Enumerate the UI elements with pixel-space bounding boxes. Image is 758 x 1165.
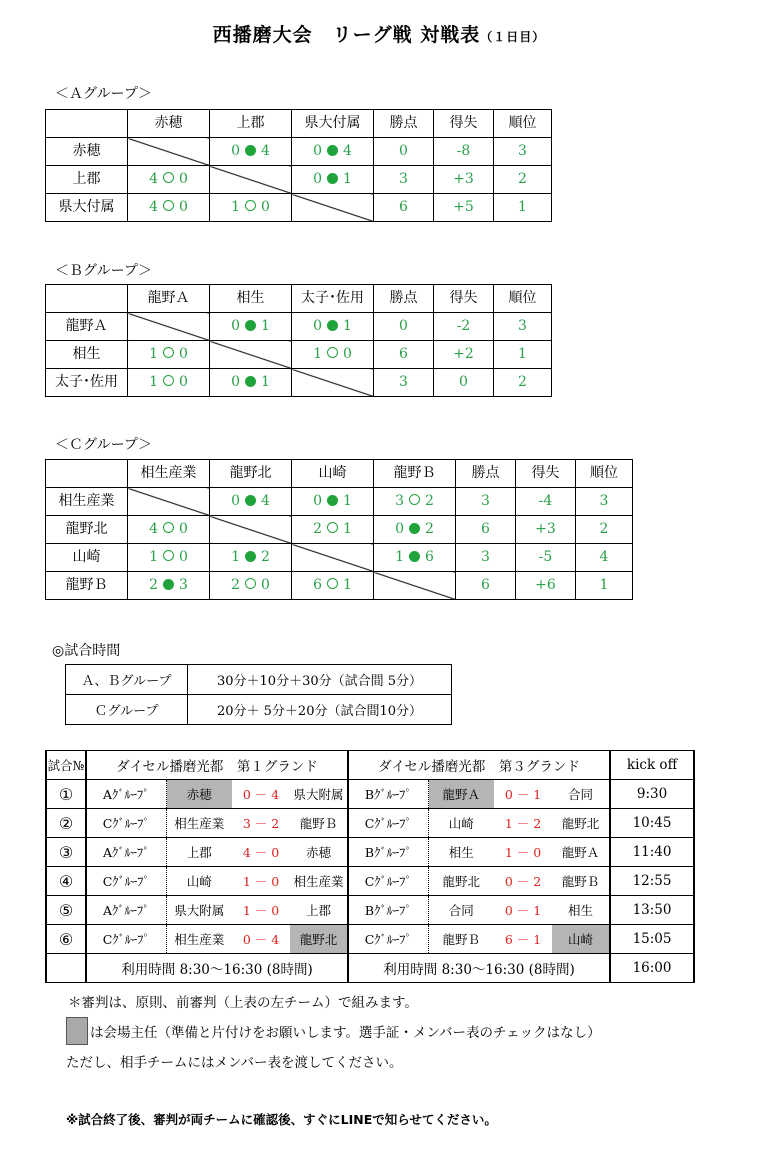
rank-cell: 2 — [494, 166, 552, 194]
group-cell: Cｸﾞﾙｰﾌﾟ — [86, 925, 166, 954]
score-right: 1 — [261, 318, 270, 334]
loss-mark-icon — [327, 145, 338, 156]
points-cell: 6 — [456, 516, 516, 544]
header-cell — [46, 285, 128, 313]
team-name: 赤穂 — [46, 138, 128, 166]
header-cell: 県大付属 — [292, 110, 374, 138]
home-team: 県大附属 — [166, 896, 232, 925]
score-right: 2 — [261, 549, 270, 565]
match-score: 4 － 0 — [232, 838, 290, 867]
diagonal-cell — [210, 341, 292, 369]
team-row — [46, 166, 552, 194]
team-name: 相生 — [46, 341, 128, 369]
away-team: 龍野Ｂ — [290, 809, 348, 838]
home-team: 赤穂 — [166, 780, 232, 809]
loss-mark-icon — [163, 579, 174, 590]
result-cell — [374, 488, 456, 516]
match-no: ③ — [46, 838, 86, 867]
score-left: 0 — [313, 143, 322, 159]
score-right: 0 — [179, 374, 188, 390]
header-cell: 勝点 — [456, 460, 516, 488]
score-right: 4 — [261, 143, 270, 159]
diff-cell: +3 — [434, 166, 494, 194]
ground1-usage: 利用時間 8:30～16:30 (8時間) — [86, 954, 348, 983]
schedule-row — [46, 809, 694, 838]
score-left: 1 — [395, 549, 404, 565]
points-cell: 6 — [456, 572, 516, 600]
team-name: 山崎 — [46, 544, 128, 572]
header-cell: 順位 — [576, 460, 633, 488]
match-score: 0 － 1 — [494, 896, 552, 925]
match-time-row — [66, 665, 452, 695]
match-score: 1 － 2 — [494, 809, 552, 838]
score-left: 1 — [149, 374, 158, 390]
header-cell: 相生産業 — [128, 460, 210, 488]
schedule-row — [46, 896, 694, 925]
final-note: ※試合終了後、審判が両チームに確認後、すぐにLINEで知らせてください。 — [66, 1112, 497, 1127]
diff-cell: -4 — [516, 488, 576, 516]
home-team: 合同 — [428, 896, 494, 925]
score-right: 0 — [179, 199, 188, 215]
ground3-header: ダイセル播磨光都 第３グランド — [348, 751, 610, 780]
group-cell: Aｸﾞﾙｰﾌﾟ — [86, 838, 166, 867]
away-team: 龍野北 — [290, 925, 348, 954]
header-cell: 勝点 — [374, 110, 434, 138]
score-left: 1 — [231, 549, 240, 565]
group-cell: Cｸﾞﾙｰﾌﾟ — [86, 809, 166, 838]
score-left: 1 — [231, 199, 240, 215]
win-mark-icon — [163, 522, 174, 533]
team-row — [46, 544, 633, 572]
points-cell: 0 — [374, 138, 434, 166]
group-cell: Aｸﾞﾙｰﾌﾟ — [86, 780, 166, 809]
win-mark-icon — [409, 494, 420, 505]
match-score: 1 － 0 — [494, 838, 552, 867]
match-time-value: 20分＋ 5分＋20分（試合間10分） — [188, 695, 452, 725]
kickoff-header: kick off — [610, 751, 694, 780]
result-cell — [374, 516, 456, 544]
loss-mark-icon — [327, 320, 338, 331]
match-no: ① — [46, 780, 86, 809]
group-cell: Bｸﾞﾙｰﾌﾟ — [348, 896, 428, 925]
diagonal-cell — [292, 544, 374, 572]
schedule-header-row — [46, 751, 694, 780]
group-cell: Cｸﾞﾙｰﾌﾟ — [348, 925, 428, 954]
points-cell: 6 — [374, 194, 434, 222]
match-score: 0 － 4 — [232, 780, 290, 809]
diagonal-cell — [128, 138, 210, 166]
header-row — [46, 110, 552, 138]
score-right: 0 — [179, 346, 188, 362]
header-cell — [46, 110, 128, 138]
header-cell: 勝点 — [374, 285, 434, 313]
score-left: 3 — [395, 493, 404, 509]
result-cell — [374, 544, 456, 572]
group-a-label: ＜Ａグループ＞ — [55, 86, 152, 102]
away-team: 相生産業 — [290, 867, 348, 896]
match-score: 3 － 2 — [232, 809, 290, 838]
points-cell: 3 — [456, 544, 516, 572]
result-cell — [292, 516, 374, 544]
away-team: 龍野Ａ — [552, 838, 610, 867]
group-cell: Cｸﾞﾙｰﾌﾟ — [348, 867, 428, 896]
points-cell: 3 — [374, 166, 434, 194]
match-no: ② — [46, 809, 86, 838]
win-mark-icon — [327, 522, 338, 533]
diff-cell: +5 — [434, 194, 494, 222]
schedule-row — [46, 838, 694, 867]
away-team: 龍野Ｂ — [552, 867, 610, 896]
kickoff-time: 11:40 — [610, 838, 694, 867]
match-no: ⑥ — [46, 925, 86, 954]
match-no-header: 試合№ — [46, 751, 86, 780]
team-row — [46, 572, 633, 600]
win-mark-icon — [163, 550, 174, 561]
team-name: 上郡 — [46, 166, 128, 194]
schedule-row — [46, 925, 694, 954]
diagonal-cell — [210, 516, 292, 544]
team-row — [46, 313, 552, 341]
points-cell: 0 — [374, 313, 434, 341]
score-left: 0 — [313, 493, 322, 509]
result-cell — [210, 194, 292, 222]
win-mark-icon — [163, 347, 174, 358]
diff-cell: +6 — [516, 572, 576, 600]
score-left: 1 — [149, 549, 158, 565]
match-time-group: Ｃグループ — [66, 695, 188, 725]
score-right: 0 — [179, 521, 188, 537]
schedule-table — [45, 750, 695, 983]
score-left: 0 — [231, 143, 240, 159]
win-mark-icon — [327, 347, 338, 358]
away-team: 龍野北 — [552, 809, 610, 838]
header-cell: 龍野Ｂ — [374, 460, 456, 488]
diff-cell: +2 — [434, 341, 494, 369]
rank-cell: 2 — [576, 516, 633, 544]
group-c-table — [45, 459, 633, 600]
header-cell: 赤穂 — [128, 110, 210, 138]
result-cell — [128, 516, 210, 544]
score-right: 1 — [343, 493, 352, 509]
legend-note: は会場主任（準備と片付けをお願いします。選手証・メンバー表のチェックはなし） — [90, 1025, 601, 1041]
header-row — [46, 460, 633, 488]
header-cell: 得失 — [516, 460, 576, 488]
match-time-value: 30分＋10分＋30分（試合間 5分） — [188, 665, 452, 695]
team-row — [46, 369, 552, 397]
score-right: 2 — [425, 521, 434, 537]
points-cell: 3 — [374, 369, 434, 397]
header-cell: 相生 — [210, 285, 292, 313]
result-cell — [292, 488, 374, 516]
kickoff-time: 10:45 — [610, 809, 694, 838]
score-right: 2 — [425, 493, 434, 509]
diff-cell: 0 — [434, 369, 494, 397]
rank-cell: 1 — [494, 341, 552, 369]
header-cell: 順位 — [494, 285, 552, 313]
diagonal-cell — [210, 166, 292, 194]
score-left: 2 — [231, 577, 240, 593]
score-right: 3 — [179, 577, 188, 593]
kickoff-time: 12:55 — [610, 867, 694, 896]
title-sub: （１日目） — [480, 30, 546, 44]
away-team: 赤穂 — [290, 838, 348, 867]
score-right: 0 — [179, 549, 188, 565]
rank-cell: 1 — [494, 194, 552, 222]
team-row — [46, 138, 552, 166]
ground3-usage: 利用時間 8:30～16:30 (8時間) — [348, 954, 610, 983]
member-note: ただし、相手チームにはメンバー表を渡してください。 — [66, 1055, 403, 1071]
match-time-table — [65, 664, 452, 725]
schedule-row — [46, 780, 694, 809]
group-cell: Aｸﾞﾙｰﾌﾟ — [86, 896, 166, 925]
result-cell — [210, 488, 292, 516]
match-score: 0 － 4 — [232, 925, 290, 954]
match-score: 6 － 1 — [494, 925, 552, 954]
header-cell: 龍野Ａ — [128, 285, 210, 313]
group-a-table — [45, 109, 552, 222]
score-left: 4 — [149, 199, 158, 215]
win-mark-icon — [163, 172, 174, 183]
header-cell: 得失 — [434, 110, 494, 138]
diagonal-cell — [292, 369, 374, 397]
page-title — [0, 20, 758, 47]
result-cell — [292, 138, 374, 166]
score-left: 1 — [313, 346, 322, 362]
rank-cell: 3 — [494, 313, 552, 341]
footer-empty — [46, 954, 86, 983]
loss-mark-icon — [245, 551, 256, 562]
kickoff-time: 13:50 — [610, 896, 694, 925]
home-team: 相生産業 — [166, 809, 232, 838]
rank-cell: 4 — [576, 544, 633, 572]
team-name: 太子･佐用 — [46, 369, 128, 397]
result-cell — [128, 194, 210, 222]
home-team: 相生 — [428, 838, 494, 867]
loss-mark-icon — [409, 551, 420, 562]
score-left: 6 — [313, 577, 322, 593]
match-no: ④ — [46, 867, 86, 896]
rank-cell: 1 — [576, 572, 633, 600]
diagonal-cell — [128, 313, 210, 341]
header-cell: 山崎 — [292, 460, 374, 488]
score-left: 0 — [395, 521, 404, 537]
header-cell: 上郡 — [210, 110, 292, 138]
team-row — [46, 516, 633, 544]
result-cell — [210, 313, 292, 341]
group-cell: Cｸﾞﾙｰﾌﾟ — [348, 809, 428, 838]
score-right: 0 — [261, 199, 270, 215]
home-team: 上郡 — [166, 838, 232, 867]
score-right: 0 — [261, 577, 270, 593]
loss-mark-icon — [245, 320, 256, 331]
away-team: 合同 — [552, 780, 610, 809]
result-cell — [128, 341, 210, 369]
group-b-label: ＜Ｂグループ＞ — [55, 263, 152, 279]
score-right: 1 — [343, 577, 352, 593]
rank-cell: 2 — [494, 369, 552, 397]
loss-mark-icon — [327, 173, 338, 184]
footer-kickoff: 16:00 — [610, 954, 694, 983]
referee-note: ＊審判は、原則、前審判（上表の左チーム）で組みます。 — [68, 995, 418, 1011]
score-right: 1 — [343, 521, 352, 537]
header-cell — [46, 460, 128, 488]
score-right: 1 — [343, 318, 352, 334]
result-cell — [210, 572, 292, 600]
home-team: 龍野Ａ — [428, 780, 494, 809]
group-b-table — [45, 284, 552, 397]
score-left: 4 — [149, 171, 158, 187]
result-cell — [292, 166, 374, 194]
score-left: 1 — [149, 346, 158, 362]
result-cell — [292, 313, 374, 341]
win-mark-icon — [163, 375, 174, 386]
kickoff-time: 9:30 — [610, 780, 694, 809]
away-team: 山崎 — [552, 925, 610, 954]
diagonal-cell — [292, 194, 374, 222]
score-left: 0 — [231, 318, 240, 334]
score-left: 0 — [231, 493, 240, 509]
win-mark-icon — [327, 578, 338, 589]
title-main: 西播磨大会 リーグ戦 対戦表 — [212, 24, 481, 46]
result-cell — [210, 138, 292, 166]
header-cell: 龍野北 — [210, 460, 292, 488]
diff-cell: -2 — [434, 313, 494, 341]
group-c-label: ＜Ｃグループ＞ — [55, 437, 152, 453]
diff-cell: +3 — [516, 516, 576, 544]
win-mark-icon — [163, 200, 174, 211]
score-left: 0 — [313, 318, 322, 334]
schedule-footer-row — [46, 954, 694, 983]
rank-cell: 3 — [494, 138, 552, 166]
team-name: 相生産業 — [46, 488, 128, 516]
result-cell — [128, 572, 210, 600]
group-cell: Cｸﾞﾙｰﾌﾟ — [86, 867, 166, 896]
score-right: 0 — [179, 171, 188, 187]
team-name: 県大付属 — [46, 194, 128, 222]
ground1-header: ダイセル播磨光都 第１グランド — [86, 751, 348, 780]
match-score: 0 － 2 — [494, 867, 552, 896]
win-mark-icon — [245, 200, 256, 211]
diagonal-cell — [374, 572, 456, 600]
loss-mark-icon — [409, 523, 420, 534]
diff-cell: -8 — [434, 138, 494, 166]
kickoff-time: 15:05 — [610, 925, 694, 954]
home-team: 山崎 — [166, 867, 232, 896]
header-cell: 得失 — [434, 285, 494, 313]
away-team: 県大附属 — [290, 780, 348, 809]
score-right: 4 — [343, 143, 352, 159]
diagonal-cell — [128, 488, 210, 516]
result-cell — [292, 341, 374, 369]
score-left: 4 — [149, 521, 158, 537]
points-cell: 6 — [374, 341, 434, 369]
score-right: 6 — [425, 549, 434, 565]
schedule-row — [46, 867, 694, 896]
team-row — [46, 194, 552, 222]
loss-mark-icon — [245, 376, 256, 387]
group-cell: Bｸﾞﾙｰﾌﾟ — [348, 780, 428, 809]
home-team: 相生産業 — [166, 925, 232, 954]
match-score: 1 － 0 — [232, 896, 290, 925]
match-score: 1 － 0 — [232, 867, 290, 896]
result-cell — [128, 166, 210, 194]
home-team: 山崎 — [428, 809, 494, 838]
win-mark-icon — [245, 578, 256, 589]
result-cell — [210, 544, 292, 572]
match-time-label: ◎試合時間 — [52, 643, 121, 659]
score-right: 4 — [261, 493, 270, 509]
team-name: 龍野北 — [46, 516, 128, 544]
team-row — [46, 341, 552, 369]
away-team: 上郡 — [290, 896, 348, 925]
loss-mark-icon — [245, 495, 256, 506]
loss-mark-icon — [327, 495, 338, 506]
match-time-row — [66, 695, 452, 725]
match-time-group: Ａ、Ｂグループ — [66, 665, 188, 695]
score-left: 0 — [313, 171, 322, 187]
diff-cell: -5 — [516, 544, 576, 572]
legend-gray-box — [66, 1017, 88, 1045]
team-name: 龍野Ａ — [46, 313, 128, 341]
score-right: 1 — [261, 374, 270, 390]
score-left: 2 — [149, 577, 158, 593]
result-cell — [210, 369, 292, 397]
match-no: ⑤ — [46, 896, 86, 925]
team-name: 龍野Ｂ — [46, 572, 128, 600]
result-cell — [292, 572, 374, 600]
score-left: 2 — [313, 521, 322, 537]
score-right: 0 — [343, 346, 352, 362]
team-row — [46, 488, 633, 516]
result-cell — [128, 369, 210, 397]
result-cell — [128, 544, 210, 572]
header-row — [46, 285, 552, 313]
score-right: 1 — [343, 171, 352, 187]
header-cell: 太子･佐用 — [292, 285, 374, 313]
home-team: 龍野北 — [428, 867, 494, 896]
rank-cell: 3 — [576, 488, 633, 516]
points-cell: 3 — [456, 488, 516, 516]
away-team: 相生 — [552, 896, 610, 925]
match-score: 0 － 1 — [494, 780, 552, 809]
home-team: 龍野Ｂ — [428, 925, 494, 954]
loss-mark-icon — [245, 145, 256, 156]
group-cell: Bｸﾞﾙｰﾌﾟ — [348, 838, 428, 867]
score-left: 0 — [231, 374, 240, 390]
header-cell: 順位 — [494, 110, 552, 138]
